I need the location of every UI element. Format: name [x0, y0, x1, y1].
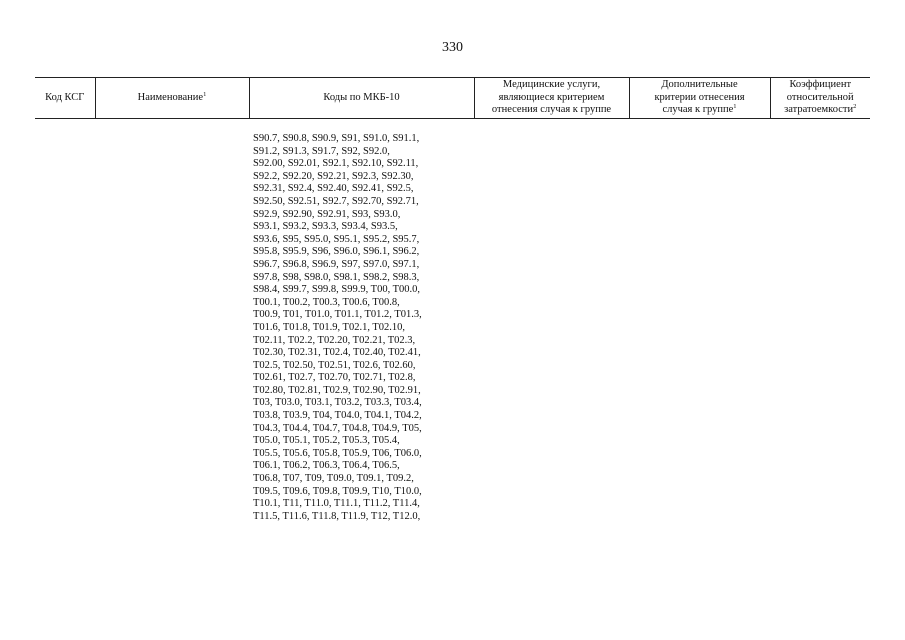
header-name: Наименование$^1$ [95, 78, 249, 119]
icd10-code-line: T02.5, T02.50, T02.51, T02.6, T02.60, [253, 359, 416, 371]
icd10-code-line: S90.7, S90.8, S90.9, S91, S91.0, S91.1, [253, 133, 420, 144]
icd10-code-line: T01.6, T01.8, T01.9, T02.1, T02.10, [253, 321, 406, 333]
header-cost-coefficient: Коэффициент относительной затратоемкости$^2$ [770, 78, 870, 119]
ksg-table [35, 77, 870, 523]
header-ksg-code: Код КСГ [35, 78, 95, 119]
icd10-code-line: T06.1, T06.2, T06.3, T06.4, T06.5, [253, 460, 400, 472]
icd10-code-line: T11.5, T11.6, T11.8, T11.9, T12, T12.0, [253, 510, 421, 522]
icd10-code-line: T06.8, T07, T09, T09.0, T09.1, T09.2, [253, 473, 414, 485]
page-number: 330 [442, 40, 463, 55]
icd10-code-line: T02.11, T02.2, T02.20, T02.21, T02.3, [253, 334, 416, 346]
cell-icd10-codes [249, 119, 474, 524]
icd10-code-line: T04.3, T04.4, T04.7, T04.8, T04.9, T05, [253, 422, 422, 434]
cell-name [95, 119, 249, 524]
icd10-code-line: T00.1, T00.2, T00.3, T00.6, T00.8, [253, 296, 400, 308]
icd10-code-line: T05.0, T05.1, T05.2, T05.3, T05.4, [253, 435, 400, 447]
icd10-code-line: S93.1, S93.2, S93.3, S93.4, S93.5, [253, 221, 398, 233]
header-medical-services: Медицинские услуги, являющиеся критерием отнесения случая к группе [474, 78, 629, 119]
icd10-code-line: T00.9, T01, T01.0, T01.1, T01.2, T01.3, [253, 309, 422, 321]
cell-additional-criteria [629, 119, 770, 524]
icd10-code-line: S96.7, S96.8, S96.9, S97, S97.0, S97.1, [253, 258, 420, 270]
footnote-mark: 2 [853, 103, 857, 111]
icd10-code-line: S92.00, S92.01, S92.1, S92.10, S92.11, [253, 158, 419, 170]
icd10-code-line: S98.4, S99.7, S99.8, S99.9, T00, T00.0, [253, 284, 421, 296]
icd10-code-line: S92.9, S92.90, S92.91, S93, S93.0, [253, 208, 401, 220]
icd10-code-line: S92.31, S92.4, S92.40, S92.41, S92.5, [253, 183, 414, 195]
cell-ksg-code [35, 119, 95, 524]
icd10-code-line: S92.2, S92.20, S92.21, S92.3, S92.30, [253, 170, 414, 182]
footnote-mark: 1 [203, 90, 207, 98]
icd10-code-line: T10.1, T11, T11.0, T11.1, T11.2, T11.4, [253, 498, 420, 510]
cell-cost-coefficient [770, 119, 870, 524]
table-header-row [35, 78, 870, 119]
icd10-codes-list [253, 133, 474, 523]
icd10-code-line: T05.5, T05.6, T05.8, T05.9, T06, T06.0, [253, 447, 422, 459]
footnote-mark: 1 [733, 103, 737, 111]
icd10-code-line: T03.8, T03.9, T04, T04.0, T04.1, T04.2, [253, 410, 422, 422]
cell-medical-services [474, 119, 629, 524]
table-row [35, 119, 870, 524]
icd10-code-line: S92.50, S92.51, S92.7, S92.70, S92.71, [253, 195, 419, 207]
header-additional-criteria: Дополнительные критерии отнесения случая к группе$^1$ [629, 78, 770, 119]
icd10-code-line: T09.5, T09.6, T09.8, T09.9, T10, T10.0, [253, 485, 422, 497]
icd10-code-line: T02.30, T02.31, T02.4, T02.40, T02.41, [253, 347, 421, 359]
icd10-code-line: T02.80, T02.81, T02.9, T02.90, T02.91, [253, 384, 421, 396]
icd10-code-line: S97.8, S98, S98.0, S98.1, S98.2, S98.3, [253, 271, 420, 283]
icd10-code-line: T03, T03.0, T03.1, T03.2, T03.3, T03.4, [253, 397, 422, 409]
icd10-code-line: S91.2, S91.3, S91.7, S92, S92.0, [253, 145, 390, 157]
icd10-code-line: S95.8, S95.9, S96, S96.0, S96.1, S96.2, [253, 246, 420, 258]
icd10-code-line: S93.6, S95, S95.0, S95.1, S95.2, S95.7, [253, 233, 420, 245]
header-icd10-codes: Коды по МКБ-10 [249, 78, 474, 119]
icd10-code-line: T02.61, T02.7, T02.70, T02.71, T02.8, [253, 372, 416, 384]
